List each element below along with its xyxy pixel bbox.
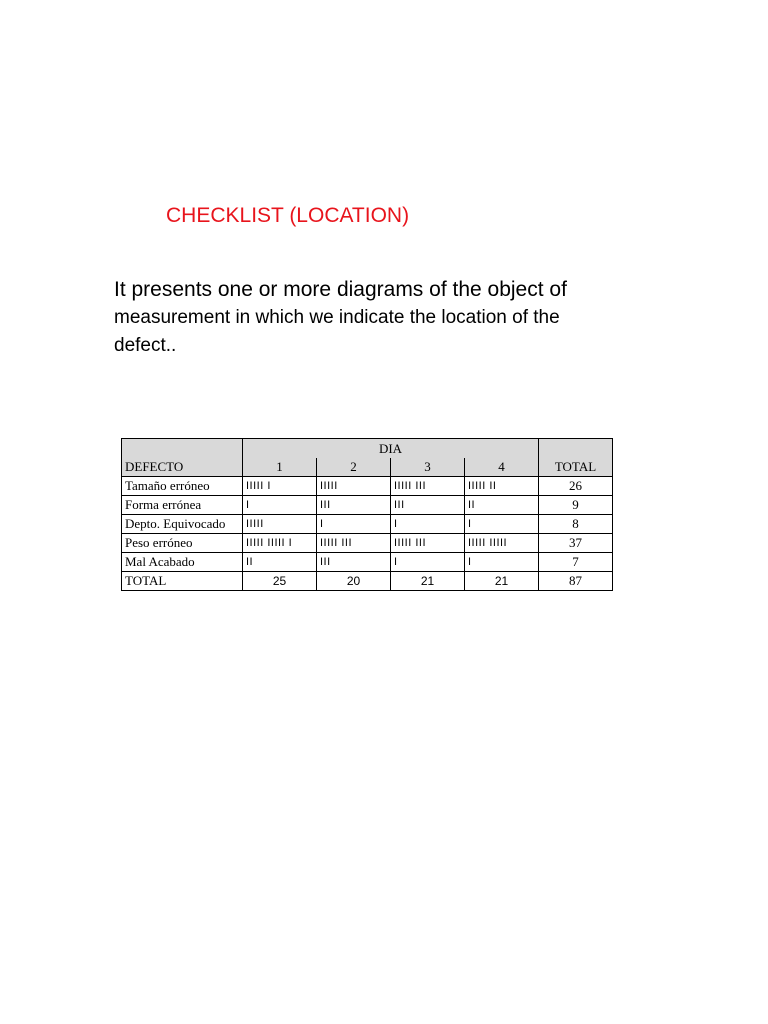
row-label: Forma errónea (122, 496, 243, 515)
header-day-3: 3 (391, 458, 465, 477)
day-total: 25 (243, 572, 317, 591)
tally-cell: III (391, 496, 465, 515)
totals-row (122, 572, 613, 591)
day-total: 20 (317, 572, 391, 591)
table-row (122, 515, 613, 534)
row-total: 8 (539, 515, 613, 534)
header-defecto: DEFECTO (122, 458, 243, 477)
header-label-spacer (122, 439, 243, 459)
table-row (122, 496, 613, 515)
tally-cell: IIIII IIIII I (243, 534, 317, 553)
table-row (122, 534, 613, 553)
header-total-spacer (539, 439, 613, 459)
tally-cell: I (465, 553, 539, 572)
tally-cell: II (243, 553, 317, 572)
tally-cell: IIIII III (391, 477, 465, 496)
header-day-2: 2 (317, 458, 391, 477)
row-total: 7 (539, 553, 613, 572)
tally-cell: IIIII III (317, 534, 391, 553)
tally-cell: I (391, 553, 465, 572)
grand-total: 87 (539, 572, 613, 591)
defect-checklist-table (121, 438, 613, 591)
tally-cell: I (465, 515, 539, 534)
description-line-3: defect.. (114, 335, 177, 356)
tally-cell: IIIII III (391, 534, 465, 553)
tally-cell: I (317, 515, 391, 534)
tally-cell: I (391, 515, 465, 534)
table-header-row (122, 458, 613, 477)
day-total: 21 (465, 572, 539, 591)
row-total: 37 (539, 534, 613, 553)
table-row (122, 477, 613, 496)
day-total: 21 (391, 572, 465, 591)
tally-cell: IIIII I (243, 477, 317, 496)
header-total: TOTAL (539, 458, 613, 477)
table-row (122, 553, 613, 572)
tally-cell: IIIII (317, 477, 391, 496)
tally-cell: III (317, 496, 391, 515)
tally-cell: IIIII II (465, 477, 539, 496)
row-label: Mal Acabado (122, 553, 243, 572)
description-line-2: measurement in which we indicate the location of the (114, 307, 560, 328)
description-line-1: It presents one or more diagrams of the object of (114, 278, 567, 301)
row-total: 26 (539, 477, 613, 496)
tally-cell: I (243, 496, 317, 515)
header-day-4: 4 (465, 458, 539, 477)
header-day-1: 1 (243, 458, 317, 477)
header-dia: DIA (243, 439, 539, 459)
tally-cell: III (317, 553, 391, 572)
row-total: 9 (539, 496, 613, 515)
totals-label: TOTAL (122, 572, 243, 591)
tally-cell: II (465, 496, 539, 515)
tally-cell: IIIII (243, 515, 317, 534)
table-header-row-group (122, 439, 613, 459)
row-label: Tamaño erróneo (122, 477, 243, 496)
row-label: Peso erróneo (122, 534, 243, 553)
description-paragraph (114, 276, 634, 360)
row-label: Depto. Equivocado (122, 515, 243, 534)
slide-title: CHECKLIST (LOCATION) (166, 204, 410, 227)
tally-cell: IIIII IIIII (465, 534, 539, 553)
